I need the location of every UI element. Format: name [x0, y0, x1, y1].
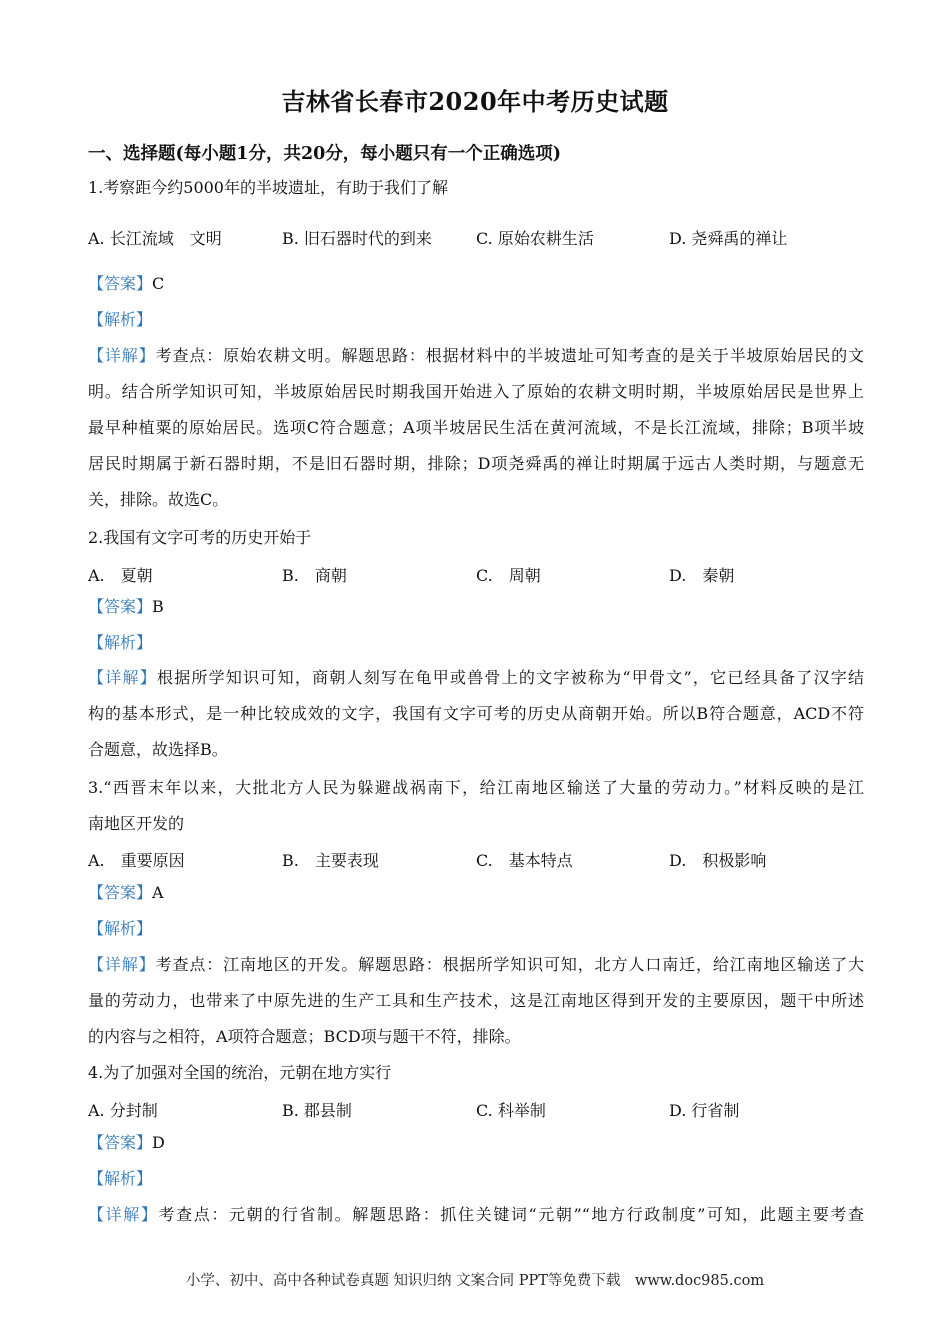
- answer-value: B: [152, 597, 164, 616]
- question-1-detail-line: 明。结合所学知识可知，半坡原始居民时期我国开始进入了原始的农耕文明时期，半坡原始居民是世界上: [88, 382, 864, 401]
- page-footer: 小学、初中、高中各种试卷真题 知识归纳 文案合同 PPT等免费下载 www.doc985.com: [185, 1273, 765, 1289]
- question-1-detail-line: 居民时期属于新石器时期，不是旧石器时期，排除；D项尧舜禹的禅让时期属于远古人类时期，与题意无: [88, 454, 864, 473]
- question-2-detail-line: 【详解】根据所学知识可知，商朝人刻写在龟甲或兽骨上的文字被称为“甲骨文”，它已经具备了汉字结: [88, 668, 864, 687]
- answer-label: 【答案】: [88, 1133, 153, 1152]
- question-3-option-c: C. 基本特点: [476, 851, 573, 870]
- question-2-detail-line: 合题意，故选择B。: [88, 740, 228, 759]
- question-3-analysis-label: 【解析】: [88, 919, 153, 938]
- question-1-option-a: A. 长江流域 文明: [88, 229, 222, 248]
- question-1-option-c: C. 原始农耕生活: [476, 229, 594, 248]
- page-title: 吉林省长春市2020年中考历史试题: [281, 87, 669, 116]
- question-4-option-b: B. 郡县制: [282, 1101, 352, 1120]
- question-1-detail-line: 最早种植粟的原始居民。选项C符合题意；A项半坡居民生活在黄河流域，不是长江流域，排除；B项半坡: [88, 418, 864, 437]
- question-2-detail-line: 构的基本形式，是一种比较成效的文字，我国有文字可考的历史从商朝开始。所以B符合题意，ACD不符: [88, 704, 864, 723]
- question-2-option-d: D. 秦朝: [669, 566, 735, 585]
- detail-label: 【详解】: [88, 346, 156, 365]
- question-4-option-d: D. 行省制: [669, 1101, 740, 1120]
- question-3-detail-line: 量的劳动力，也带来了中原先进的生产工具和生产技术，这是江南地区得到开发的主要原因，题干中所述: [88, 991, 864, 1010]
- answer-label: 【答案】: [88, 883, 153, 902]
- question-2-option-c: C. 周朝: [476, 566, 541, 585]
- question-1-detail-line: 【详解】考查点：原始农耕文明。解题思路：根据材料中的半坡遗址可知考查的是关于半坡原始居民的文: [88, 346, 864, 365]
- question-1-option-d: D. 尧舜禹的禅让: [669, 229, 788, 248]
- answer-value: D: [152, 1133, 165, 1152]
- question-3-option-b: B. 主要表现: [282, 851, 379, 870]
- question-3-option-a: A. 重要原因: [88, 851, 185, 870]
- question-2-analysis-label: 【解析】: [88, 633, 153, 652]
- question-3-stem: 南地区开发的: [88, 814, 185, 833]
- question-2-stem: 2.我国有文字可考的历史开始于: [88, 528, 312, 547]
- section-heading: 一、选择题(每小题1分，共20分，每小题只有一个正确选项): [88, 144, 562, 164]
- answer-label: 【答案】: [88, 597, 153, 616]
- question-3-option-d: D. 积极影响: [669, 851, 767, 870]
- question-3-detail-line: 的内容与之相符，A项符合题意；BCD项与题干不符，排除。: [88, 1027, 521, 1046]
- question-3-detail-line: 【详解】考查点：江南地区的开发。解题思路：根据所学知识可知，北方人口南迁，给江南地区输送了大: [88, 955, 864, 974]
- question-2-option-b: B. 商朝: [282, 566, 347, 585]
- question-2-answer: [88, 595, 164, 619]
- question-3-answer: [88, 881, 164, 905]
- question-3-stem: 3.“西晋末年以来，大批北方人民为躲避战祸南下，给江南地区输送了大量的劳动力。”材料反映的是江: [88, 778, 864, 797]
- detail-label: 【详解】: [88, 668, 157, 687]
- question-1-analysis-label: 【解析】: [88, 310, 153, 329]
- answer-value: C: [152, 274, 165, 293]
- detail-label: 【详解】: [88, 955, 156, 974]
- question-4-option-c: C. 科举制: [476, 1101, 546, 1120]
- detail-label: 【详解】: [88, 1205, 159, 1224]
- question-4-detail-line: 【详解】考查点：元朝的行省制。解题思路：抓住关键词“元朝”“地方行政制度”可知，此题主要考查: [88, 1205, 864, 1224]
- question-4-answer: [88, 1131, 165, 1155]
- question-1-stem: 1.考察距今约5000年的半坡遗址，有助于我们了解: [88, 178, 448, 197]
- question-2-option-a: A. 夏朝: [88, 566, 153, 585]
- question-1-option-b: B. 旧石器时代的到来: [282, 229, 432, 248]
- answer-label: 【答案】: [88, 274, 153, 293]
- question-4-stem: 4.为了加强对全国的统治，元朝在地方实行: [88, 1063, 392, 1082]
- question-1-answer: [88, 272, 164, 296]
- question-4-analysis-label: 【解析】: [88, 1169, 153, 1188]
- question-1-detail-line: 关，排除。故选C。: [88, 490, 229, 509]
- question-4-option-a: A. 分封制: [88, 1101, 158, 1120]
- answer-value: A: [152, 883, 164, 902]
